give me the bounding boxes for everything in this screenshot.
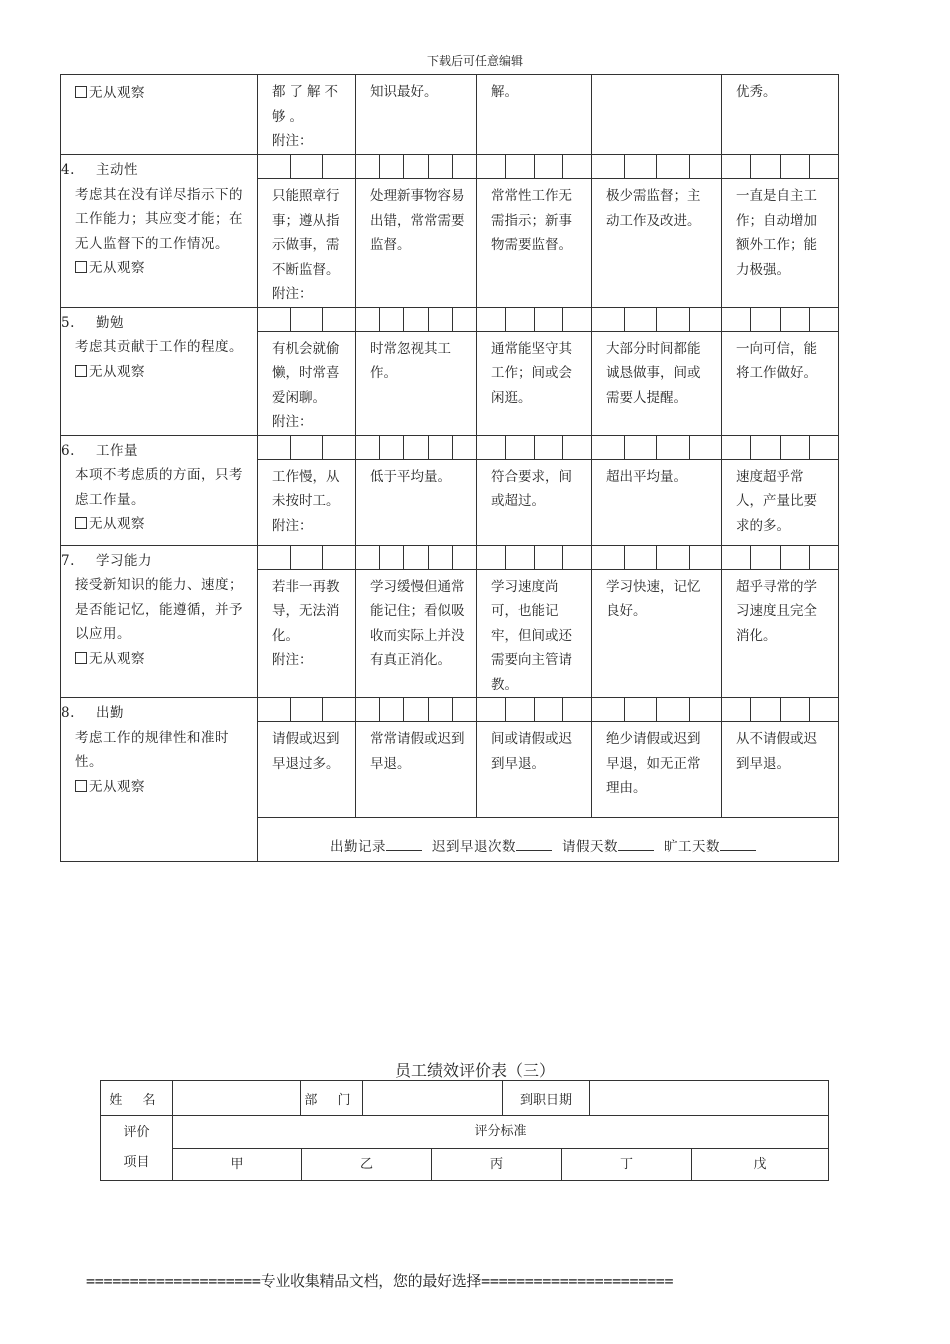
- level-text: 从不请假或迟到早退。: [736, 731, 817, 772]
- criterion-cell: [61, 435, 258, 545]
- score-box[interactable]: [258, 308, 291, 331]
- level-text: 超出平均量。: [606, 468, 687, 485]
- annotation-label: 附注：: [272, 133, 313, 149]
- score-box[interactable]: [810, 436, 838, 459]
- level-cell: [477, 698, 592, 818]
- checkbox[interactable]: [75, 652, 87, 664]
- score-box[interactable]: [563, 308, 591, 331]
- level-text: 一直是自主工作；自动增加额外工作；能力极强。: [736, 188, 817, 278]
- grade-e: 戊: [753, 1157, 767, 1172]
- score-box[interactable]: [453, 155, 476, 178]
- score-box[interactable]: [625, 698, 658, 721]
- no-observe-label: 无从观察: [89, 85, 145, 101]
- score-box[interactable]: [506, 155, 535, 178]
- score-box[interactable]: [592, 308, 625, 331]
- checkbox[interactable]: [75, 780, 87, 792]
- score-boxes: [722, 546, 838, 570]
- late-count-label: 迟到早退次数: [432, 839, 516, 855]
- level-cell: [356, 307, 477, 435]
- leave-days-blank[interactable]: [618, 838, 654, 851]
- checkbox[interactable]: [75, 365, 87, 377]
- score-boxes: [477, 546, 591, 570]
- table-row-top: [61, 75, 839, 155]
- level-text: 符合要求，间或超过。: [491, 468, 572, 509]
- score-box[interactable]: [751, 436, 780, 459]
- score-box[interactable]: [404, 546, 428, 569]
- level-text: 都了解不够。: [272, 84, 342, 125]
- score-box[interactable]: [690, 155, 722, 178]
- score-box[interactable]: [323, 155, 355, 178]
- level-text: 知识最好。: [370, 84, 438, 100]
- score-box[interactable]: [690, 308, 722, 331]
- criterion-desc: 考虑其贡献于工作的程度。: [75, 339, 243, 355]
- score-box[interactable]: [535, 436, 564, 459]
- level-text: 解。: [491, 84, 518, 100]
- grade-d: 丁: [562, 1149, 692, 1180]
- criterion-cell: [61, 155, 258, 308]
- no-observe-cell: [61, 75, 258, 155]
- level-text: 常常性工作无需指示；新事物需要监督。: [491, 188, 572, 253]
- score-box[interactable]: [690, 546, 722, 569]
- level-cell: [477, 307, 592, 435]
- level-text: 超乎寻常的学习速度且完全消化。: [736, 578, 817, 644]
- score-box[interactable]: [429, 155, 453, 178]
- level-text: 通常能坚守其工作；间或会闲逛。: [491, 340, 572, 406]
- level-cell: [477, 435, 592, 545]
- score-box[interactable]: [690, 698, 722, 721]
- score-box[interactable]: [404, 436, 428, 459]
- score-boxes: [356, 698, 476, 722]
- criterion-cell: [61, 307, 258, 435]
- criterion-row: [61, 155, 839, 308]
- score-box[interactable]: [477, 546, 506, 569]
- item-label: 项目: [123, 1155, 150, 1170]
- annotation-label: 附注：: [272, 286, 313, 302]
- standard-cell: [173, 1116, 829, 1181]
- score-boxes: [722, 308, 838, 332]
- score-box[interactable]: [291, 546, 324, 569]
- level-text: 绝少请假或迟到早退，如无正常理由。: [606, 731, 701, 796]
- score-box[interactable]: [356, 546, 380, 569]
- score-box[interactable]: [751, 155, 780, 178]
- score-box[interactable]: [722, 308, 751, 331]
- form3-header-row: [101, 1116, 829, 1181]
- level-cell: [477, 155, 592, 308]
- no-observe-label: 无从观察: [89, 260, 145, 276]
- score-box[interactable]: [323, 546, 355, 569]
- late-count-blank[interactable]: [516, 838, 552, 851]
- level-cell: [356, 545, 477, 698]
- criterion-name: 主动性: [96, 162, 138, 178]
- annotation-label: 附注：: [272, 517, 313, 534]
- score-boxes: [592, 436, 721, 460]
- level-cell: [258, 435, 356, 545]
- score-box[interactable]: [356, 436, 380, 459]
- score-box[interactable]: [563, 155, 591, 178]
- grade-c: 丙: [432, 1149, 562, 1180]
- level-cell: [477, 545, 592, 698]
- score-box[interactable]: [625, 546, 658, 569]
- score-boxes: [258, 308, 355, 332]
- criterion-number: 4.: [61, 162, 75, 178]
- score-boxes: [722, 436, 838, 460]
- score-box[interactable]: [291, 436, 324, 459]
- level-cell: [592, 435, 722, 545]
- dept-label: 部 门: [301, 1081, 363, 1116]
- score-box[interactable]: [535, 308, 564, 331]
- score-boxes: [477, 436, 591, 460]
- score-box[interactable]: [722, 436, 751, 459]
- attendance-cell: [258, 818, 839, 862]
- level-cell: [356, 155, 477, 308]
- level-cell: [722, 698, 839, 818]
- no-observe-label: 无从观察: [89, 778, 145, 795]
- criterion-name: 勤勉: [96, 314, 124, 331]
- absent-days-blank[interactable]: [720, 838, 756, 851]
- score-box[interactable]: [506, 546, 535, 569]
- score-box[interactable]: [625, 436, 658, 459]
- grade-b: 乙: [302, 1149, 432, 1180]
- level-cell: [722, 307, 839, 435]
- score-box[interactable]: [477, 308, 506, 331]
- level-text: 学习快速，记忆良好。: [606, 578, 701, 619]
- score-box[interactable]: [563, 546, 591, 569]
- level-text: 只能照章行事；遵从指示做事，需不断监督。: [272, 188, 340, 278]
- score-boxes: [356, 155, 476, 179]
- criterion-desc: 本项不考虑质的方面，只考虑工作量。: [75, 467, 243, 508]
- score-box[interactable]: [781, 546, 810, 569]
- score-box[interactable]: [258, 698, 291, 721]
- level-text: 时常忽视其工作。: [370, 340, 451, 381]
- name-label: 姓 名: [101, 1081, 173, 1116]
- criterion-desc: 接受新知识的能力、速度；是否能记忆，能遵循，并予以应用。: [75, 577, 243, 642]
- attendance-record-blank[interactable]: [386, 838, 422, 851]
- checkbox[interactable]: [75, 517, 87, 529]
- level-cell: [592, 75, 722, 155]
- score-box[interactable]: [429, 308, 453, 331]
- score-box[interactable]: [781, 436, 810, 459]
- criterion-number: 5.: [61, 314, 75, 331]
- score-box[interactable]: [404, 155, 428, 178]
- standard-label: 评分标准: [173, 1116, 828, 1149]
- criterion-row: [61, 545, 839, 698]
- evaluation-table: [60, 74, 839, 862]
- checkbox[interactable]: [75, 261, 87, 273]
- score-boxes: [258, 546, 355, 570]
- no-observe-label: 无从观察: [89, 650, 145, 667]
- score-box[interactable]: [429, 698, 453, 721]
- score-box[interactable]: [356, 698, 380, 721]
- eval-label: 评价: [123, 1125, 150, 1140]
- score-box[interactable]: [323, 308, 355, 331]
- date-label: 到职日期: [503, 1081, 590, 1116]
- eval-item-cell: [101, 1116, 173, 1181]
- score-boxes: [356, 546, 476, 570]
- score-box[interactable]: [291, 698, 324, 721]
- date-field[interactable]: [590, 1081, 829, 1116]
- score-box[interactable]: [657, 155, 690, 178]
- level-text: 处理新事物容易出错，常常需要监督。: [370, 188, 465, 253]
- score-box[interactable]: [453, 546, 476, 569]
- no-observe-label: 无从观察: [89, 363, 145, 380]
- score-box[interactable]: [592, 436, 625, 459]
- criterion-number: 8.: [61, 705, 75, 721]
- criterion-cell: [61, 545, 258, 698]
- score-box[interactable]: [506, 698, 535, 721]
- score-box[interactable]: [291, 155, 324, 178]
- score-box[interactable]: [380, 546, 404, 569]
- level-text: 请假或迟到早退过多。: [272, 731, 340, 772]
- score-box[interactable]: [429, 546, 453, 569]
- level-cell: [592, 698, 722, 818]
- criterion-number: 6.: [61, 442, 75, 459]
- score-boxes: [477, 155, 591, 179]
- grade-row: [173, 1149, 828, 1180]
- score-box[interactable]: [429, 436, 453, 459]
- level-text: 若非一再教导，无法消化。: [272, 578, 340, 644]
- level-text: 工作慢，从未按时工。: [272, 468, 340, 509]
- level-cell: [592, 545, 722, 698]
- level-text: 学习缓慢但通常能记住；看似吸收而实际上并没有真正消化。: [370, 578, 465, 668]
- level-text: 学习速度尚可，也能记牢，但间或还需要向主管请教。: [491, 578, 572, 693]
- level-cell: [592, 155, 722, 308]
- score-box[interactable]: [506, 436, 535, 459]
- score-box[interactable]: [453, 308, 476, 331]
- criterion-row: [61, 698, 839, 818]
- score-box[interactable]: [625, 308, 658, 331]
- level-cell: [722, 545, 839, 698]
- score-box[interactable]: [477, 155, 506, 178]
- score-box[interactable]: [690, 436, 722, 459]
- score-box[interactable]: [751, 308, 780, 331]
- form3-table: [100, 1080, 829, 1181]
- score-box[interactable]: [404, 308, 428, 331]
- level-cell: [722, 155, 839, 308]
- annotation-label: 附注：: [272, 414, 313, 430]
- score-boxes: [592, 698, 721, 722]
- score-box[interactable]: [781, 308, 810, 331]
- level-cell: [477, 75, 592, 155]
- absent-days-label: 旷工天数: [664, 839, 720, 855]
- no-observe-label: 无从观察: [89, 516, 145, 532]
- score-box[interactable]: [356, 155, 380, 178]
- level-cell: [592, 307, 722, 435]
- annotation-label: 附注：: [272, 652, 313, 668]
- level-cell: [356, 698, 477, 818]
- criterion-number: 7.: [61, 552, 75, 569]
- score-boxes: [258, 436, 355, 460]
- score-boxes: [722, 155, 838, 179]
- score-box[interactable]: [477, 698, 506, 721]
- score-box[interactable]: [751, 698, 780, 721]
- score-boxes: [356, 436, 476, 460]
- score-box[interactable]: [657, 698, 690, 721]
- footer: ====================专业收集精品文档，您的最好选择======================: [86, 1272, 674, 1290]
- score-box[interactable]: [722, 155, 751, 178]
- score-box[interactable]: [453, 698, 476, 721]
- level-text: 大部分时间都能诚恳做事，间或需要人提醒。: [606, 340, 701, 406]
- level-cell: [258, 307, 356, 435]
- score-box[interactable]: [323, 436, 355, 459]
- score-box[interactable]: [535, 546, 564, 569]
- form-title: 员工绩效评价表（三）: [394, 1061, 555, 1080]
- score-boxes: [258, 155, 355, 179]
- score-box[interactable]: [781, 698, 810, 721]
- checkbox[interactable]: [75, 86, 87, 98]
- score-box[interactable]: [380, 698, 404, 721]
- score-box[interactable]: [657, 436, 690, 459]
- level-text: 极少需监督；主动工作及改进。: [606, 188, 701, 229]
- attendance-record-label: 出勤记录: [330, 839, 386, 855]
- score-boxes: [477, 308, 591, 332]
- score-boxes: [592, 546, 721, 570]
- level-cell: [356, 435, 477, 545]
- score-box[interactable]: [404, 698, 428, 721]
- header-note: 下载后可任意编辑: [426, 54, 523, 68]
- criterion-desc: 考虑其在没有详尽指示下的工作能力；其应变才能；在无人监督下的工作情况。: [75, 186, 243, 252]
- score-boxes: [592, 308, 721, 332]
- dept-field[interactable]: [363, 1081, 503, 1116]
- score-box[interactable]: [535, 155, 564, 178]
- score-box[interactable]: [356, 308, 380, 331]
- name-field[interactable]: [173, 1081, 301, 1116]
- level-cell: [258, 698, 356, 818]
- score-box[interactable]: [506, 308, 535, 331]
- score-box[interactable]: [810, 698, 838, 721]
- criterion-desc: 考虑工作的规律性和准时性。: [75, 729, 229, 770]
- score-box[interactable]: [592, 546, 625, 569]
- score-box[interactable]: [810, 308, 838, 331]
- level-text: 一向可信，能将工作做好。: [736, 340, 817, 381]
- score-box[interactable]: [453, 436, 476, 459]
- level-text: 优秀。: [736, 84, 777, 100]
- score-box[interactable]: [258, 436, 291, 459]
- score-box[interactable]: [563, 436, 591, 459]
- score-box[interactable]: [657, 308, 690, 331]
- score-box[interactable]: [563, 698, 591, 721]
- level-text: 间或请假或迟到早退。: [491, 731, 572, 772]
- score-box[interactable]: [751, 546, 780, 569]
- score-box[interactable]: [781, 155, 810, 178]
- score-box[interactable]: [380, 308, 404, 331]
- score-box[interactable]: [657, 546, 690, 569]
- score-box[interactable]: [592, 155, 625, 178]
- score-box[interactable]: [592, 698, 625, 721]
- score-boxes: [592, 155, 721, 179]
- leave-days-label: 请假天数: [562, 839, 618, 855]
- score-box[interactable]: [258, 155, 291, 178]
- score-box[interactable]: [810, 546, 838, 569]
- level-cell: [258, 75, 356, 155]
- level-text: 速度超乎常人，产量比要求的多。: [736, 468, 817, 534]
- score-boxes: [258, 698, 355, 722]
- score-box[interactable]: [625, 155, 658, 178]
- score-boxes: [356, 308, 476, 332]
- level-text: [592, 75, 721, 80]
- criterion-cell: [61, 698, 258, 862]
- score-box[interactable]: [535, 698, 564, 721]
- criterion-name: 学习能力: [96, 552, 152, 569]
- criterion-name: 出勤: [96, 705, 124, 721]
- level-cell: [356, 75, 477, 155]
- level-cell: [722, 75, 839, 155]
- score-boxes: [477, 698, 591, 722]
- score-box[interactable]: [258, 546, 291, 569]
- level-cell: [258, 545, 356, 698]
- score-box[interactable]: [323, 698, 355, 721]
- criterion-row: [61, 307, 839, 435]
- score-box[interactable]: [291, 308, 324, 331]
- criterion-name: 工作量: [96, 442, 138, 459]
- criterion-row: [61, 435, 839, 545]
- score-boxes: [722, 698, 838, 722]
- form3-info-row: [101, 1081, 829, 1116]
- level-text: 常常请假或迟到早退。: [370, 731, 465, 772]
- score-box[interactable]: [477, 436, 506, 459]
- score-box[interactable]: [380, 155, 404, 178]
- level-cell: [258, 155, 356, 308]
- score-box[interactable]: [810, 155, 838, 178]
- score-box[interactable]: [722, 698, 751, 721]
- level-text: 有机会就偷懒，时常喜爱闲聊。: [272, 340, 340, 406]
- level-text: 低于平均量。: [370, 468, 451, 485]
- score-box[interactable]: [380, 436, 404, 459]
- grade-a: 甲: [173, 1149, 302, 1180]
- level-cell: [722, 435, 839, 545]
- score-box[interactable]: [722, 546, 751, 569]
